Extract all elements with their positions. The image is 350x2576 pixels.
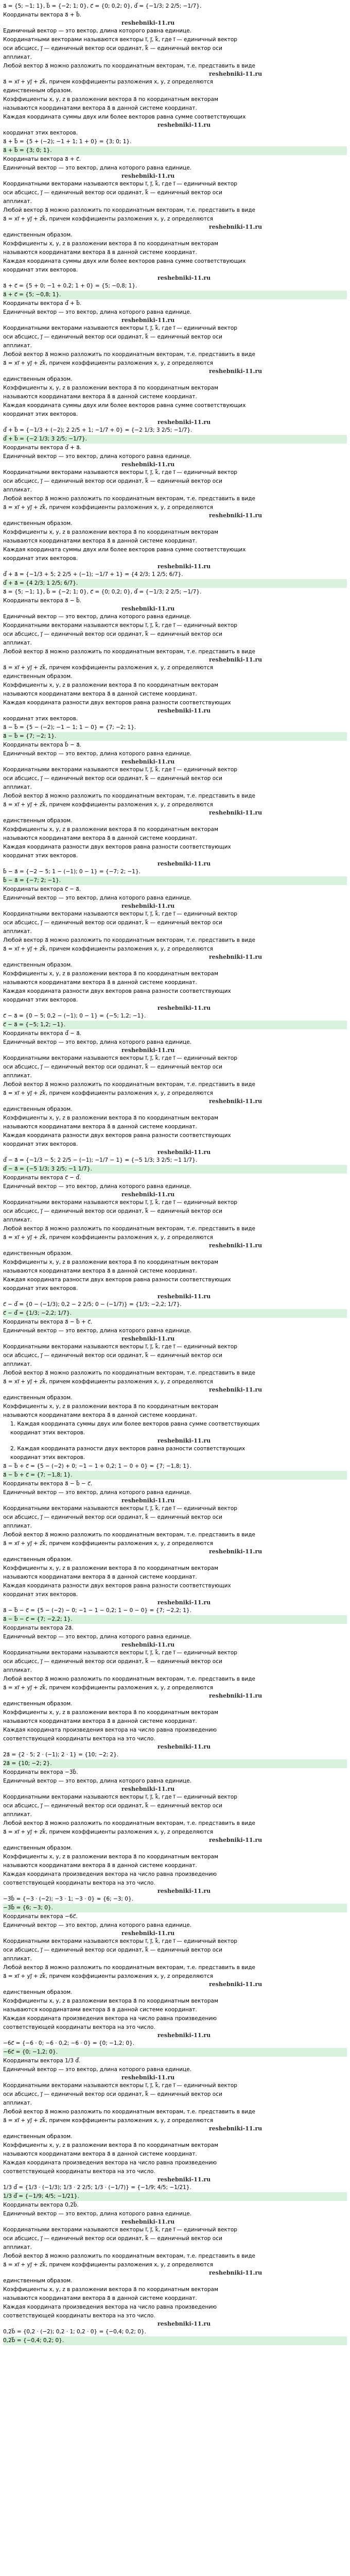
text-line: a⃗ − b⃗ + c⃗ = {7; −1,8; 1}. xyxy=(3,1471,347,1480)
solution-section xyxy=(3,741,347,885)
text-line: a⃗ + c⃗ = {5; −0,8; 1}. xyxy=(3,291,347,299)
text-line: Единичный вектор — это вектор, длина которого равна единице. xyxy=(3,309,192,315)
text-line: координат этих векторов. xyxy=(3,130,78,136)
solution-section xyxy=(3,444,347,588)
text-line: называются координатами вектора a⃗ в данной системе координат. xyxy=(3,1718,197,1724)
text-line: a⃗ − b⃗ − c⃗ = {5 − (−2) − 0; −1 − 1 − 0,2; 1 − 0 − 0} = {7; −2,2; 1}. xyxy=(3,1607,191,1614)
text-line: Коэффициенты x, y, z в разложении вектора a⃗ по координатным векторам xyxy=(3,1115,218,1121)
text-line: Каждая координата произведения вектора на число равна произведению xyxy=(3,2015,217,2022)
text-line: a⃗ + b⃗ = {3; 0; 1}. xyxy=(3,146,347,155)
text-line: оси абсцисс, j⃗ — единичный вектор оси ординат, k⃗ — единичный вектор оси xyxy=(3,478,222,484)
text-line: координат этих векторов. xyxy=(3,853,78,859)
text-line: аппликат. xyxy=(3,640,32,646)
text-line: Единичный вектор — это вектор, длина которого равна единице. xyxy=(3,1183,192,1190)
text-line: аппликат. xyxy=(3,2100,32,2106)
text-line: координат этих векторов. xyxy=(3,997,78,1003)
text-line: 1. Каждая координата суммы двух или более векторов равна сумме соответствующих xyxy=(10,1421,260,1427)
text-line: d⃗ + b⃗ = {−1/3 + (−2); 2 2/5 + 1; −1/7 + 0} = {−2 1/3; 3 2/5; −1/7}. xyxy=(3,427,192,433)
watermark: reshebniki-11.ru xyxy=(209,1837,262,1843)
text-line: Единичный вектор — это вектор, длина которого равна единице. xyxy=(3,1489,192,1496)
text-line: Координатными векторами называются векторы i⃗, j⃗, k⃗, где i⃗ — единичный вектор xyxy=(3,1199,237,1206)
text-line: называются координатами вектора a⃗ в данной системе координат. xyxy=(3,2007,197,2013)
text-line: оси абсцисс, j⃗ — единичный вектор оси ординат, k⃗ — единичный вектор оси xyxy=(3,1803,222,1809)
text-line: Каждая координата суммы двух или более векторов равна сумме соответствующих xyxy=(3,258,246,264)
watermark: reshebniki-11.ru xyxy=(209,2269,262,2276)
text-line: оси абсцисс, j⃗ — единичный вектор оси ординат, k⃗ — единичный вектор оси xyxy=(3,1208,222,1214)
text-line: 1/3 d⃗ = {1/3 · (−1/3); 1/3 · 2 2/5; 1/3 · (−1/7)} = {−1/9; 4/5; −1/21}. xyxy=(3,2184,191,2191)
text-line: −3b⃗ = {−3 · (−2); −3 · 1; −3 · 0} = {6; −3; 0}. xyxy=(3,1896,133,1902)
solution-section xyxy=(3,1174,347,1318)
text-line: Единичный вектор — это вектор, длина которого равна единице. xyxy=(3,751,192,757)
watermark: reshebniki-11.ru xyxy=(209,1692,262,1699)
watermark: reshebniki-11.ru xyxy=(209,2125,262,2132)
text-line: a⃗ = xi⃗ + yj⃗ + zk⃗, причем коэффициенты разложения x, y, z определяются xyxy=(3,504,213,511)
watermark: reshebniki-11.ru xyxy=(157,275,211,281)
watermark: reshebniki-11.ru xyxy=(209,1098,262,1105)
text-line: Координатными векторами называются векторы i⃗, j⃗, k⃗, где i⃗ — единичный вектор xyxy=(3,2082,237,2089)
text-line: −6c⃗ = {−6 · 0; −6 · 0,2; −6 · 0} = {0; −1,2; 0}. xyxy=(3,2040,135,2046)
watermark: reshebniki-11.ru xyxy=(157,2032,211,2039)
text-line: единственным образом. xyxy=(3,2278,73,2284)
text-line: Координаты вектора a⃗ + b⃗. xyxy=(3,12,81,18)
text-line: единственным образом. xyxy=(3,1250,73,1257)
text-line: c⃗ − d⃗ = {1/3; −2,2; 1/7}. xyxy=(3,1309,347,1318)
watermark: reshebniki-11.ru xyxy=(209,224,262,230)
text-line: называются координатами вектора a⃗ в данной системе координат. xyxy=(3,1412,197,1418)
text-line: называются координатами вектора a⃗ в данной системе координат. xyxy=(3,105,197,111)
text-line: Любой вектор a⃗ можно разложить по координатным векторам, т.е. представить в виде xyxy=(3,351,255,358)
solution-section xyxy=(3,2,347,155)
text-line: Координатными векторами называются векторы i⃗, j⃗, k⃗, где i⃗ — единичный вектор xyxy=(3,911,237,917)
text-line: a⃗ − b⃗ = {5 − (−2); −1 − 1; 1 − 0} = {7; −2; 1}. xyxy=(3,724,136,731)
solution-section xyxy=(3,1480,347,1624)
text-line: a⃗ = xi⃗ + yj⃗ + zk⃗, причем коэффициенты разложения x, y, z определяются xyxy=(3,2262,213,2268)
text-line: Любой вектор a⃗ можно разложить по координатным векторам, т.е. представить в виде xyxy=(3,649,255,655)
watermark: reshebniki-11.ru xyxy=(157,1005,211,1011)
watermark: reshebniki-11.ru xyxy=(157,707,211,714)
text-line: Каждая координата суммы двух или более векторов равна сумме соответствующих xyxy=(3,114,246,120)
text-line: Координатными векторами называются векторы i⃗, j⃗, k⃗, где i⃗ — единичный вектор xyxy=(3,1344,237,1350)
watermark: reshebniki-11.ru xyxy=(121,1191,175,1198)
text-line: аппликат. xyxy=(3,1956,32,1962)
watermark: reshebniki-11.ru xyxy=(121,173,175,179)
text-line: Любой вектор a⃗ можно разложить по координатным векторам, т.е. представить в виде xyxy=(3,1820,255,1826)
watermark: reshebniki-11.ru xyxy=(209,1981,262,1988)
watermark: reshebniki-11.ru xyxy=(121,317,175,324)
text-line: называются координатами вектора a⃗ в данной системе координат. xyxy=(3,1268,197,1274)
text-line: a⃗ = xi⃗ + yj⃗ + zk⃗, причем коэффициенты разложения x, y, z определяются xyxy=(3,1973,213,1979)
solution-section xyxy=(3,1624,347,1768)
text-line: соответствующей координаты вектора на это число. xyxy=(3,2168,155,2175)
text-line: c⃗ − d⃗ = {0 − (−1/3); 0,2 − 2 2/5; 0 − (−1/7)} = {1/3; −2,2; 1/7}. xyxy=(3,1301,182,1308)
text-line: единственным образом. xyxy=(3,520,73,527)
text-line: c⃗ − a⃗ = {0 − 5; 0,2 − (−1); 0 − 1} = {−5; 1,2; −1}. xyxy=(3,1013,146,1019)
text-line: a⃗ − b⃗ − c⃗ = {7; −2,2; 1}. xyxy=(3,1615,347,1624)
text-line: d⃗ + b⃗ = {−2 1/3; 3 2/5; −1/7}. xyxy=(3,435,347,444)
text-line: Коэффициенты x, y, z в разложении вектора a⃗ по координатным векторам xyxy=(3,241,218,247)
text-line: Единичный вектор — это вектор, длина которого равна единице. xyxy=(3,1778,192,1784)
text-line: b⃗ − a⃗ = {−2 − 5; 1 − (−1); 0 − 1} = {−7; 2; −1}. xyxy=(3,869,141,875)
text-line: Коэффициенты x, y, z в разложении вектора a⃗ по координатным векторам xyxy=(3,96,218,103)
solution-section xyxy=(3,1029,347,1174)
watermark: reshebniki-11.ru xyxy=(157,1149,211,1156)
text-line: координат этих векторов. xyxy=(3,267,78,273)
text-line: Координаты вектора 0,2b⃗. xyxy=(3,2202,79,2208)
text-line: оси абсцисс, j⃗ — единичный вектор оси ординат, k⃗ — единичный вектор оси xyxy=(3,1947,222,1953)
watermark: reshebniki-11.ru xyxy=(209,512,262,519)
watermark: reshebniki-11.ru xyxy=(157,1293,211,1300)
text-line: Координатными векторами называются векторы i⃗, j⃗, k⃗, где i⃗ — единичный вектор xyxy=(3,1938,237,1944)
text-line: Координаты вектора d⃗ − a⃗. xyxy=(3,1030,81,1037)
text-line: координат этих векторов. xyxy=(3,1285,78,1292)
watermark: reshebniki-11.ru xyxy=(121,1047,175,1054)
text-line: оси абсцисс, j⃗ — единичный вектор оси ординат, k⃗ — единичный вектор оси xyxy=(3,334,222,340)
text-line: соответствующей координаты вектора на это число. xyxy=(3,2024,155,2030)
text-line: единственным образом. xyxy=(3,673,73,680)
text-line: Каждая координата произведения вектора на число равна произведению xyxy=(3,1727,217,1733)
text-line: a⃗ = xi⃗ + yj⃗ + zk⃗, причем коэффициенты разложения x, y, z определяются xyxy=(3,1685,213,1691)
watermark: reshebniki-11.ru xyxy=(121,20,175,26)
text-line: Коэффициенты x, y, z в разложении вектора a⃗ по координатным векторам xyxy=(3,2286,218,2293)
text-line: координат этих векторов. xyxy=(3,1141,78,1147)
solution-section xyxy=(3,155,347,299)
text-line: Коэффициенты x, y, z в разложении вектора a⃗ по координатным векторам xyxy=(3,529,218,535)
text-line: a⃗ − b⃗ = {7; −2; 1}. xyxy=(3,732,347,741)
text-line: −6c⃗ = {0; −1,2; 0}. xyxy=(3,2048,347,2057)
text-line: a⃗ = xi⃗ + yj⃗ + zk⃗, причем коэффициенты разложения x, y, z определяются xyxy=(3,2117,213,2124)
text-line: Координаты вектора c⃗ − a⃗. xyxy=(3,886,81,892)
text-line: Единичный вектор — это вектор, длина которого равна единице. xyxy=(3,165,192,171)
text-line: Координаты вектора a⃗ + c⃗. xyxy=(3,156,81,162)
text-line: Координатными векторами называются векторы i⃗, j⃗, k⃗, где i⃗ — единичный вектор xyxy=(3,767,237,773)
text-line: Любой вектор a⃗ можно разложить по координатным векторам, т.е. представить в виде xyxy=(3,496,255,502)
watermark: reshebniki-11.ru xyxy=(209,809,262,816)
text-line: Координатными векторами называются векторы i⃗, j⃗, k⃗, где i⃗ — единичный вектор xyxy=(3,1794,237,1800)
text-line: единственным образом. xyxy=(3,232,73,238)
text-line: Координатными векторами называются векторы i⃗, j⃗, k⃗, где i⃗ — единичный вектор xyxy=(3,37,237,43)
text-line: Единичный вектор — это вектор, длина которого равна единице. xyxy=(3,1922,192,1928)
text-line: Координаты вектора c⃗ − d⃗. xyxy=(3,1175,81,1181)
solution-section xyxy=(3,588,347,741)
text-line: единственным образом. xyxy=(3,962,73,968)
text-line: оси абсцисс, j⃗ — единичный вектор оси ординат, k⃗ — единичный вектор оси xyxy=(3,1352,222,1359)
text-line: аппликат. xyxy=(3,343,32,349)
solution-section xyxy=(3,2057,347,2201)
solution-section xyxy=(3,1318,347,1480)
watermark: reshebniki-11.ru xyxy=(121,2218,175,2225)
watermark: reshebniki-11.ru xyxy=(157,2176,211,2183)
text-line: оси абсцисс, j⃗ — единичный вектор оси ординат, k⃗ — единичный вектор оси xyxy=(3,631,222,637)
text-line: Координатными векторами называются векторы i⃗, j⃗, k⃗, где i⃗ — единичный вектор xyxy=(3,2227,237,2233)
text-line: Координатными векторами называются векторы i⃗, j⃗, k⃗, где i⃗ — единичный вектор xyxy=(3,469,237,476)
text-line: 2a⃗ = {2 · 5; 2 · (−1); 2 · 1} = {10; −2; 2}. xyxy=(3,1752,119,1758)
text-line: 0,2b⃗ = {0,2 · (−2); 0,2 · 1; 0,2 · 0} = {−0,4; 0,2; 0}. xyxy=(3,2329,146,2335)
text-line: Любой вектор a⃗ можно разложить по координатным векторам, т.е. представить в виде xyxy=(3,63,255,69)
text-line: Любой вектор a⃗ можно разложить по координатным векторам, т.е. представить в виде xyxy=(3,1081,255,1088)
text-line: единственным образом. xyxy=(3,2133,73,2140)
text-line: Коэффициенты x, y, z в разложении вектора a⃗ по координатным векторам xyxy=(3,2142,218,2148)
watermark: reshebniki-11.ru xyxy=(121,2074,175,2081)
text-line: единственным образом. xyxy=(3,818,73,824)
text-line: Каждая координата разности двух векторов равна разности соответствующих xyxy=(3,1132,231,1139)
text-line: a⃗ = xi⃗ + yj⃗ + zk⃗, причем коэффициенты разложения x, y, z определяются xyxy=(3,665,213,671)
text-line: Коэффициенты x, y, z в разложении вектора a⃗ по координатным векторам xyxy=(3,1709,218,1716)
text-line: Коэффициенты x, y, z в разложении вектора a⃗ по координатным векторам xyxy=(3,1854,218,1860)
text-line: Координаты вектора d⃗ + a⃗. xyxy=(3,445,81,451)
text-line: Единичный вектор — это вектор, длина которого равна единице. xyxy=(3,2066,192,2073)
text-line: Каждая координата разности двух векторов равна разности соответствующих xyxy=(3,844,231,850)
text-line: единственным образом. xyxy=(3,1989,73,1995)
text-line: Единичный вектор — это вектор, длина которого равна единице. xyxy=(3,614,192,620)
text-line: координат этих векторов. xyxy=(10,1430,85,1436)
text-line: соответствующей координаты вектора на это число. xyxy=(3,2313,155,2319)
text-line: называются координатами вектора a⃗ в данной системе координат. xyxy=(3,249,197,256)
watermark: reshebniki-11.ru xyxy=(157,1599,211,1606)
text-line: 2. Каждая координата разности двух векторов равна разности соответствующих xyxy=(10,1446,246,1452)
watermark: reshebniki-11.ru xyxy=(121,903,175,909)
text-line: −3b⃗ = {6; −3; 0}. xyxy=(3,1904,347,1912)
text-line: оси абсцисс, j⃗ — единичный вектор оси ординат, k⃗ — единичный вектор оси xyxy=(3,190,222,196)
watermark: reshebniki-11.ru xyxy=(209,71,262,77)
text-line: координат этих векторов. xyxy=(3,411,78,417)
text-line: Координатными векторами называются векторы i⃗, j⃗, k⃗, где i⃗ — единичный вектор xyxy=(3,622,237,629)
text-line: Коэффициенты x, y, z в разложении вектора a⃗ по координатным векторам xyxy=(3,1403,218,1410)
text-line: Коэффициенты x, y, z в разложении вектора a⃗ по координатным векторам xyxy=(3,1565,218,1571)
text-line: координат этих векторов. xyxy=(3,716,78,722)
text-line: Координаты вектора 2a⃗. xyxy=(3,1625,74,1631)
text-line: называются координатами вектора a⃗ в данной системе координат. xyxy=(3,1574,197,1580)
text-line: Единичный вектор — это вектор, длина которого равна единице. xyxy=(3,1039,192,1045)
watermark: reshebniki-11.ru xyxy=(157,2320,211,2327)
text-line: единственным образом. xyxy=(3,376,73,382)
text-line: Каждая координата произведения вектора на число равна произведению xyxy=(3,1871,217,1877)
text-line: называются координатами вектора a⃗ в данной системе координат. xyxy=(3,538,197,544)
text-line: единственным образом. xyxy=(3,1395,73,1401)
text-line: аппликат. xyxy=(3,1217,32,1223)
watermark: reshebniki-11.ru xyxy=(121,1335,175,1342)
text-line: Коэффициенты x, y, z в разложении вектора a⃗ по координатным векторам xyxy=(3,682,218,688)
watermark: reshebniki-11.ru xyxy=(121,1641,175,1648)
text-line: c⃗ − a⃗ = {−5; 1,2; −1}. xyxy=(3,1021,347,1029)
text-line: оси абсцисс, j⃗ — единичный вектор оси ординат, k⃗ — единичный вектор оси xyxy=(3,775,222,782)
text-line: Каждая координата разности двух векторов равна разности соответствующих xyxy=(3,1583,231,1589)
text-line: Коэффициенты x, y, z в разложении вектора a⃗ по координатным векторам xyxy=(3,971,218,977)
text-line: Единичный вектор — это вектор, длина которого равна единице. xyxy=(3,28,192,34)
text-line: единственным образом. xyxy=(3,1556,73,1563)
text-line: называются координатами вектора a⃗ в данной системе координат. xyxy=(3,2151,197,2157)
text-line: Единичный вектор — это вектор, длина которого равна единице. xyxy=(3,895,192,901)
solution-section xyxy=(3,2201,347,2345)
text-line: a⃗ = xi⃗ + yj⃗ + zk⃗, причем коэффициенты разложения x, y, z определяются xyxy=(3,1379,213,1385)
solution-section xyxy=(3,885,347,1029)
text-line: Координаты вектора b⃗ − a⃗. xyxy=(3,742,81,748)
text-line: Координаты вектора a⃗ − b⃗. xyxy=(3,598,81,604)
text-line: называются координатами вектора a⃗ в данной системе координат. xyxy=(3,979,197,986)
text-line: оси абсцисс, j⃗ — единичный вектор оси ординат, k⃗ — единичный вектор оси xyxy=(3,920,222,926)
text-line: Координаты вектора a⃗ − b⃗ − c⃗. xyxy=(3,1481,93,1487)
text-line: Координатными векторами называются векторы i⃗, j⃗, k⃗, где i⃗ — единичный вектор xyxy=(3,181,237,187)
text-line: Единичный вектор — это вектор, длина которого равна единице. xyxy=(3,2211,192,2217)
text-line: d⃗ − a⃗ = {−5 1/3; 3 2/5; −1 1/7}. xyxy=(3,1165,347,1174)
text-line: единственным образом. xyxy=(3,1701,73,1707)
text-line: аппликат. xyxy=(3,928,32,935)
text-line: Единичный вектор — это вектор, длина которого равна единице. xyxy=(3,453,192,460)
text-line: оси абсцисс, j⃗ — единичный вектор оси ординат, k⃗ — единичный вектор оси xyxy=(3,45,222,52)
watermark: reshebniki-11.ru xyxy=(209,1548,262,1555)
text-line: Каждая координата произведения вектора на число равна произведению xyxy=(3,2304,217,2310)
text-line: оси абсцисс, j⃗ — единичный вектор оси ординат, k⃗ — единичный вектор оси xyxy=(3,1064,222,1070)
text-line: a⃗ = xi⃗ + yj⃗ + zk⃗, причем коэффициенты разложения x, y, z определяются xyxy=(3,79,213,85)
watermark: reshebniki-11.ru xyxy=(121,1930,175,1937)
text-line: аппликат. xyxy=(3,784,32,790)
text-line: a⃗ = xi⃗ + yj⃗ + zk⃗, причем коэффициенты разложения x, y, z определяются xyxy=(3,802,213,808)
text-line: называются координатами вектора a⃗ в данной системе координат. xyxy=(3,691,197,697)
text-line: a⃗ + c⃗ = {5 + 0; −1 + 0,2; 1 + 0} = {5; −0,8; 1}. xyxy=(3,283,137,289)
watermark: reshebniki-11.ru xyxy=(121,461,175,468)
text-line: a⃗ = xi⃗ + yj⃗ + zk⃗, причем коэффициенты разложения x, y, z определяются xyxy=(3,1540,213,1547)
text-line: Любой вектор a⃗ можно разложить по координатным векторам, т.е. представить в виде xyxy=(3,793,255,799)
watermark: reshebniki-11.ru xyxy=(157,122,211,128)
watermark: reshebniki-11.ru xyxy=(157,1743,211,1750)
text-line: Каждая координата разности двух векторов равна разности соответствующих xyxy=(3,988,231,994)
text-line: Любой вектор a⃗ можно разложить по координатным векторам, т.е. представить в виде xyxy=(3,937,255,943)
text-line: Каждая координата разности двух векторов равна разности соответствующих xyxy=(3,700,231,706)
text-line: Единичный вектор — это вектор, длина которого равна единице. xyxy=(3,1328,192,1334)
text-line: аппликат. xyxy=(3,1523,32,1529)
text-line: Любой вектор a⃗ можно разложить по координатным векторам, т.е. представить в виде xyxy=(3,1370,255,1376)
text-line: Любой вектор a⃗ можно разложить по координатным векторам, т.е. представить в виде xyxy=(3,1226,255,1232)
text-line: аппликат. xyxy=(3,2244,32,2250)
text-line: 0,2b⃗ = {−0,4; 0,2; 0}. xyxy=(3,2336,347,2345)
text-line: Единичный вектор — это вектор, длина которого равна единице. xyxy=(3,1634,192,1640)
text-line: координат этих векторов. xyxy=(3,1591,78,1598)
text-line: Любой вектор a⃗ можно разложить по координатным векторам, т.е. представить в виде xyxy=(3,2253,255,2259)
text-line: Любой вектор a⃗ можно разложить по координатным векторам, т.е. представить в виде xyxy=(3,2109,255,2115)
text-line: оси абсцисс, j⃗ — единичный вектор оси ординат, k⃗ — единичный вектор оси xyxy=(3,1658,222,1665)
text-line: Координатными векторами называются векторы i⃗, j⃗, k⃗, где i⃗ — единичный вектор xyxy=(3,1650,237,1656)
solution-section xyxy=(3,1768,347,1912)
text-line: Координаты вектора −6c⃗. xyxy=(3,1913,78,1920)
text-line: аппликат. xyxy=(3,1667,32,1673)
text-line: a⃗ = xi⃗ + yj⃗ + zk⃗, причем коэффициенты разложения x, y, z определяются xyxy=(3,946,213,952)
text-line: a⃗ = {5; −1; 1}, b⃗ = {−2; 1; 0}, c⃗ = {0; 0,2; 0}, d⃗ = {−1/3; 2 2/5; −1/7}. xyxy=(3,3,202,9)
text-line: соответствующей координаты вектора на это число. xyxy=(3,1736,155,1742)
text-line: b⃗ − a⃗ = {−7; 2; −1}. xyxy=(3,876,347,885)
text-line: Любой вектор a⃗ можно разложить по координатным векторам, т.е. представить в виде xyxy=(3,207,255,213)
text-line: аппликат. xyxy=(3,198,32,205)
text-line: Любой вектор a⃗ можно разложить по координатным векторам, т.е. представить в виде xyxy=(3,1532,255,1538)
text-line: Координатными векторами называются векторы i⃗, j⃗, k⃗, где i⃗ — единичный вектор xyxy=(3,325,237,331)
text-line: Координаты вектора −3b⃗. xyxy=(3,1769,78,1775)
text-line: единственным образом. xyxy=(3,1106,73,1112)
text-line: оси абсцисс, j⃗ — единичный вектор оси ординат, k⃗ — единичный вектор оси xyxy=(3,2235,222,2242)
text-line: a⃗ = {5; −1; 1}, b⃗ = {−2; 1; 0}, c⃗ = {0; 0,2; 0}, d⃗ = {−1/3; 2 2/5; −1/7}. xyxy=(3,589,202,595)
text-line: a⃗ = xi⃗ + yj⃗ + zk⃗, причем коэффициенты разложения x, y, z определяются xyxy=(3,1090,213,1096)
text-line: называются координатами вектора a⃗ в данной системе координат. xyxy=(3,1124,197,1130)
text-line: Координаты вектора a⃗ − b⃗ + c⃗. xyxy=(3,1319,93,1325)
text-line: 2a⃗ = {10; −2; 2}. xyxy=(3,1759,347,1768)
text-line: аппликат. xyxy=(3,1811,32,1818)
watermark: reshebniki-11.ru xyxy=(121,1497,175,1504)
text-line: Каждая координата суммы двух или более векторов равна сумме соответствующих xyxy=(3,547,246,553)
text-line: d⃗ + a⃗ = {−1/3 + 5; 2 2/5 + (−1); −1/7 + 1} = {4 2/3; 1 2/5; 6/7}. xyxy=(3,571,183,578)
text-line: единственным образом. xyxy=(3,88,73,94)
text-line: Коэффициенты x, y, z в разложении вектора a⃗ по координатным векторам xyxy=(3,826,218,833)
text-line: аппликат. xyxy=(3,487,32,493)
watermark: reshebniki-11.ru xyxy=(121,758,175,765)
text-line: Коэффициенты x, y, z в разложении вектора a⃗ по координатным векторам xyxy=(3,1998,218,2004)
text-line: a⃗ = xi⃗ + yj⃗ + zk⃗, причем коэффициенты разложения x, y, z определяются xyxy=(3,1234,213,1241)
text-line: a⃗ + b⃗ = {5 + (−2); −1 + 1; 1 + 0} = {3; 0; 1}. xyxy=(3,139,132,145)
text-line: Координатными векторами называются векторы i⃗, j⃗, k⃗, где i⃗ — единичный вектор xyxy=(3,1055,237,1061)
watermark: reshebniki-11.ru xyxy=(209,656,262,663)
text-line: Каждая координата разности двух векторов равна разности соответствующих xyxy=(3,1277,231,1283)
watermark: reshebniki-11.ru xyxy=(209,368,262,375)
text-line: 1/3 d⃗ = {−1/9; 4/5; −1/21}. xyxy=(3,2192,347,2201)
watermark: reshebniki-11.ru xyxy=(157,563,211,570)
solution-section xyxy=(3,1912,347,2057)
text-line: аппликат. xyxy=(3,54,32,60)
text-line: координат этих векторов. xyxy=(10,1454,85,1461)
text-line: соответствующей координаты вектора на это число. xyxy=(3,1880,155,1886)
text-line: d⃗ + a⃗ = {4 2/3; 1 2/5; 6/7}. xyxy=(3,579,347,588)
text-line: Любой вектор a⃗ можно разложить по координатным векторам, т.е. представить в виде xyxy=(3,1676,255,1682)
text-line: a⃗ − b⃗ + c⃗ = {5 − (−2) + 0; −1 − 1 + 0,2; 1 − 0 + 0} = {7; −1,8; 1}. xyxy=(3,1463,191,1469)
text-line: называются координатами вектора a⃗ в данной системе координат. xyxy=(3,394,197,400)
text-line: a⃗ = xi⃗ + yj⃗ + zk⃗, причем коэффициенты разложения x, y, z определяются xyxy=(3,1829,213,1835)
text-line: координат этих векторов. xyxy=(3,555,78,562)
watermark: reshebniki-11.ru xyxy=(157,419,211,426)
text-line: Координатными векторами называются векторы i⃗, j⃗, k⃗, где i⃗ — единичный вектор xyxy=(3,1505,237,1512)
text-line: единственным образом. xyxy=(3,1845,73,1851)
text-line: аппликат. xyxy=(3,1361,32,1367)
watermark: reshebniki-11.ru xyxy=(209,954,262,960)
text-line: Коэффициенты x, y, z в разложении вектора a⃗ по координатным векторам xyxy=(3,385,218,391)
text-line: Любой вектор a⃗ можно разложить по координатным векторам, т.е. представить в виде xyxy=(3,1964,255,1971)
watermark: reshebniki-11.ru xyxy=(157,1437,211,1444)
watermark: reshebniki-11.ru xyxy=(209,1386,262,1393)
text-line: аппликат. xyxy=(3,1073,32,1079)
text-line: оси абсцисс, j⃗ — единичный вектор оси ординат, k⃗ — единичный вектор оси xyxy=(3,2091,222,2097)
text-line: называются координатами вектора a⃗ в данной системе координат. xyxy=(3,835,197,841)
watermark: reshebniki-11.ru xyxy=(157,860,211,867)
text-line: a⃗ = xi⃗ + yj⃗ + zk⃗, причем коэффициенты разложения x, y, z определяются xyxy=(3,360,213,366)
text-line: оси абсцисс, j⃗ — единичный вектор оси ординат, k⃗ — единичный вектор оси xyxy=(3,1514,222,1520)
text-line: Каждая координата суммы двух или более векторов равна сумме соответствующих xyxy=(3,402,246,409)
watermark: reshebniki-11.ru xyxy=(121,1786,175,1792)
text-line: Координаты вектора d⃗ + b⃗. xyxy=(3,300,82,307)
watermark: reshebniki-11.ru xyxy=(157,1888,211,1894)
text-line: Коэффициенты x, y, z в разложении вектора a⃗ по координатным векторам xyxy=(3,1259,218,1265)
text-line: a⃗ = xi⃗ + yj⃗ + zk⃗, причем коэффициенты разложения x, y, z определяются xyxy=(3,216,213,222)
watermark: reshebniki-11.ru xyxy=(121,605,175,612)
solution-section xyxy=(3,299,347,444)
text-line: Каждая координата произведения вектора на число равна произведению xyxy=(3,2160,217,2166)
text-line: Координаты вектора 1/3 d⃗. xyxy=(3,2058,81,2064)
text-line: называются координатами вектора a⃗ в данной системе координат. xyxy=(3,2295,197,2301)
watermark: reshebniki-11.ru xyxy=(209,1242,262,1249)
text-line: d⃗ − a⃗ = {−1/3 − 5; 2 2/5 − (−1); −1/7 − 1} = {−5 1/3; 3 2/5; −1 1/7}. xyxy=(3,1157,198,1163)
text-line: называются координатами вектора a⃗ в данной системе координат. xyxy=(3,1862,197,1869)
